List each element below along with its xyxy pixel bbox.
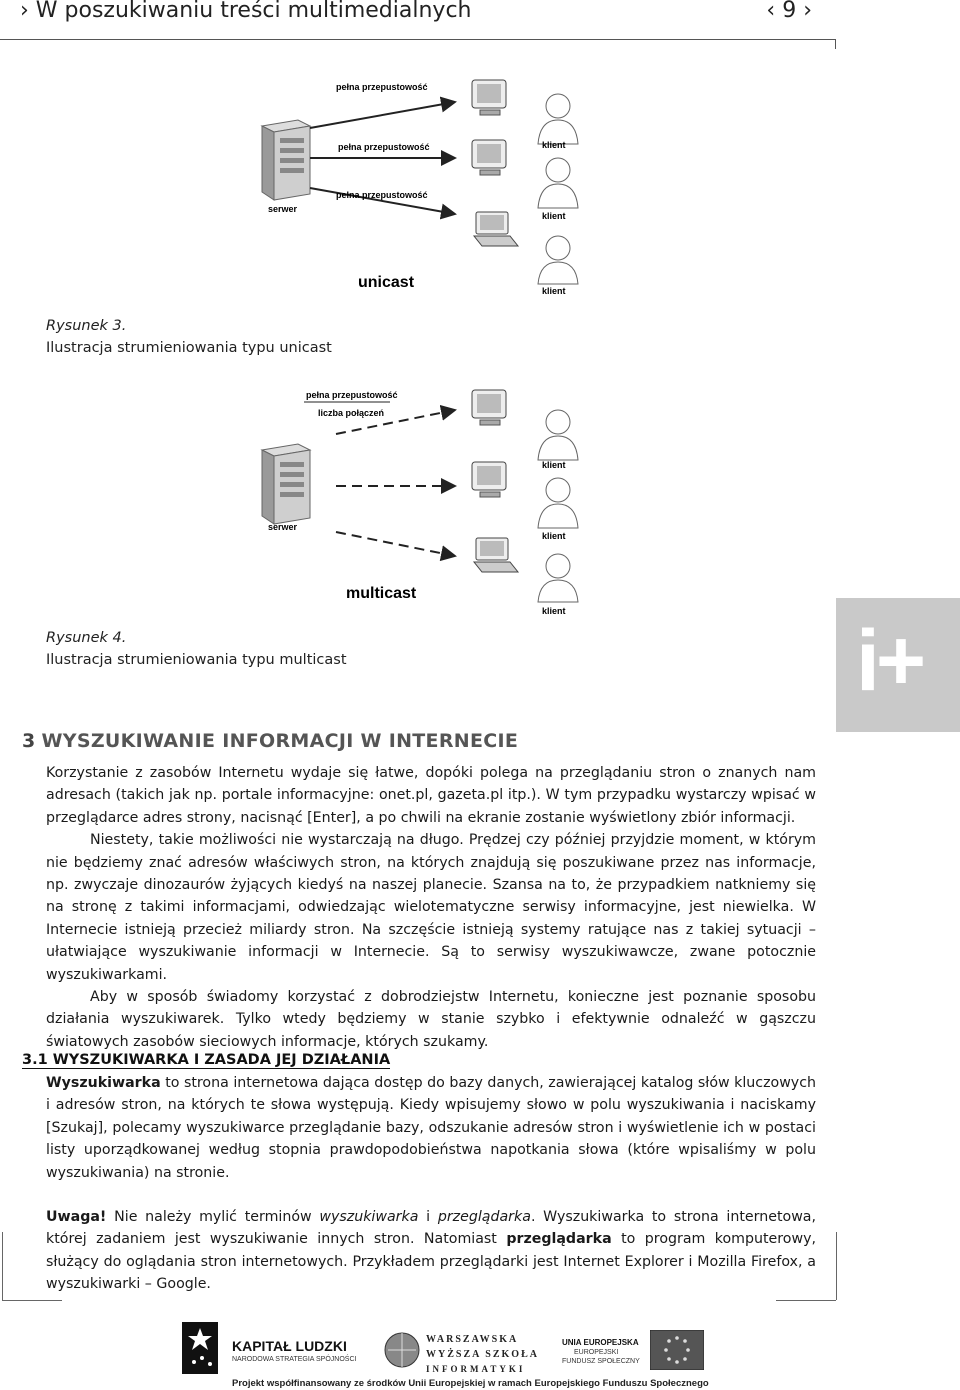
bandwidth-label-3: pełna przepustowość xyxy=(336,190,428,200)
client-label-1: klient xyxy=(542,460,566,470)
server-icon xyxy=(262,120,310,200)
caption-number: Rysunek 4. xyxy=(46,630,127,646)
client-label-2: klient xyxy=(542,211,566,221)
server-label: serwer xyxy=(268,522,298,532)
wwsi-logo xyxy=(384,1330,420,1370)
caption-text: Ilustracja strumieniowania typu multicast xyxy=(46,652,347,668)
kapital-ludzki-subtitle: NARODOWA STRATEGIA SPÓJNOŚCI xyxy=(232,1356,357,1363)
wwsi-line-2: WYŻSZA SZKOŁA xyxy=(426,1349,539,1360)
note-term-italic: wyszukiwarka xyxy=(319,1209,419,1226)
figure-type-label: multicast xyxy=(346,585,417,602)
header-rule-tick xyxy=(835,39,836,49)
user-icon xyxy=(538,158,578,208)
term: Wyszukiwarka xyxy=(46,1075,161,1091)
bandwidth-label: pełna przepustowość xyxy=(306,390,398,400)
client-label-3: klient xyxy=(542,606,566,616)
kapital-ludzki-logo xyxy=(182,1322,218,1374)
monitor-icon xyxy=(472,462,506,497)
note-paragraph xyxy=(46,1206,816,1296)
monitor-icon xyxy=(472,140,506,175)
user-icon xyxy=(538,410,578,460)
figure-type-label: unicast xyxy=(358,274,415,291)
eu-line-3: FUNDUSZ SPOŁECZNY xyxy=(562,1358,640,1365)
kapital-ludzki-title: KAPITAŁ LUDZKI xyxy=(232,1338,347,1354)
eu-line-1: UNIA EUROPEJSKA xyxy=(562,1338,639,1347)
subsection-heading xyxy=(22,1052,390,1068)
connections-label: liczba połączeń xyxy=(318,408,385,418)
note-bracket xyxy=(2,1300,62,1301)
figure-caption-4 xyxy=(46,627,347,671)
section-body xyxy=(46,762,816,1053)
figure-unicast xyxy=(240,62,600,302)
user-icon xyxy=(538,236,578,284)
monitor-icon xyxy=(472,390,506,425)
page-header xyxy=(0,0,960,28)
section-heading xyxy=(22,730,518,752)
caption-text: Ilustracja strumieniowania typu unicast xyxy=(46,340,332,356)
bandwidth-label-1: pełna przepustowość xyxy=(336,82,428,92)
chapter-title: › W poszukiwaniu treści multimedialnych xyxy=(20,0,472,23)
badge-text: i+ xyxy=(856,613,923,709)
client-label-1: klient xyxy=(542,140,566,150)
definition-text: to strona internetowa dająca dostęp do bazy danych, zawierającej katalog słów kluczowych i adresów stron, na których te słowa występują. Kiedy wpisujemy słowo w polu wyszukiwania i naciskamy [Szukaj], polecamy wyszukiwarce przeglądanie bazy, odszukanie adresów stron i wyświetlenie ich w postaci listy uporządkowanej według stopnia prawdopodobieństwa napotkania słowa (które wpisaliśmy w polu wyszukiwania) na stronie. xyxy=(46,1075,816,1181)
eu-flag-icon xyxy=(650,1330,704,1370)
subsection-body xyxy=(46,1072,816,1296)
paragraph: Niestety, takie możliwości nie wystarczają na długo. Prędzej czy później przyjdzie moment, w którym nie będziemy znać adresów właściwych stron, na których znajdują się poszukiwane przez nas informacje, np. zwyczaje dinozaurów żyjących kiedyś na naszej planecie. Szansa na to, że przypadkiem natkniemy się na stronę z takimi informacjami, odwiedzając wielotematyczne serwisy informacyjne, jest niewielka. W Internecie istnieją przecież miliardy stron. Na szczęście istnieją systemy ratujące nas z takiej sytuacji – ułatwiające wyszukiwanie informacji w Internecie. Są to serwisy wyszukiwawcze, zwane potocznie wyszukiwarkami. xyxy=(46,832,816,983)
laptop-icon xyxy=(474,212,518,246)
footer xyxy=(0,1318,960,1390)
server-icon xyxy=(262,444,310,524)
client-label-2: klient xyxy=(542,531,566,541)
wwsi-line-3: INFORMATYKI xyxy=(426,1364,526,1374)
subsection-title: WYSZUKIWARKA I ZASADA JEJ DZIAŁANIA xyxy=(52,1052,391,1068)
cofinancing-note: Projekt współfinansowany ze środków Unii Europejskiej w ramach Europejskiego Funduszu Społecznego xyxy=(232,1378,709,1389)
sidebar-badge xyxy=(836,598,960,732)
laptop-icon xyxy=(474,538,518,572)
note-bracket xyxy=(2,1232,3,1300)
subsection-number: 3.1 xyxy=(22,1052,48,1068)
figure-multicast xyxy=(240,380,600,620)
user-icon xyxy=(538,554,578,602)
section-title: WYSZUKIWANIE INFORMACJI W INTERNECIE xyxy=(41,730,519,752)
definition-paragraph xyxy=(46,1072,816,1184)
section-number: 3 xyxy=(22,730,36,752)
eu-line-2: EUROPEJSKI xyxy=(574,1349,619,1356)
caption-number: Rysunek 3. xyxy=(46,318,127,334)
page-number: ‹ 9 › xyxy=(766,0,812,23)
note-text: to program komputerowy, służący do oglądania stron internetowych. Przykładem przeglądarki jest Internet Explorer i Mozilla Firefox, a wyszukiwarki – Google. xyxy=(46,1231,816,1293)
paragraph: Korzystanie z zasobów Internetu wydaje się łatwe, dopóki polega na przeglądaniu stron o znanych nam adresach (takich jak np. portale informacyjne: onet.pl, gazeta.pl itp.). W tym przypadku wystarczy wpisać w przeglądarce adres strony, nacisnąć [Enter], a po chwili na ekranie zostanie wyświetlony zbiór informacji. xyxy=(46,765,816,826)
client-label-3: klient xyxy=(542,286,566,296)
paragraph: Aby w sposób świadomy korzystać z dobrodziejstw Internetu, konieczne jest poznanie sposobu działania wyszukiwarek. Tylko wtedy będziemy w stanie szybko i efektywnie odnaleźć w gąszczu światowych zasobów sieciowych informacje, których szukamy. xyxy=(46,989,816,1050)
note-term-bold: przeglądarka xyxy=(506,1231,612,1248)
monitor-icon xyxy=(472,80,506,115)
note-term-italic: przeglądarka xyxy=(437,1209,531,1226)
note-text: i xyxy=(418,1209,438,1226)
note-bracket xyxy=(776,1300,836,1301)
note-text: . Wyszukiwarka to strona internetowa, której zadaniem jest wyszukiwanie innych stron. Natomiast xyxy=(46,1209,816,1248)
user-icon xyxy=(538,478,578,528)
figure-caption-3 xyxy=(46,315,332,359)
user-icon xyxy=(538,94,578,144)
note-bracket xyxy=(836,1232,837,1300)
server-label: serwer xyxy=(268,204,298,214)
note-text: Nie należy mylić terminów xyxy=(106,1209,320,1226)
bandwidth-label-2: pełna przepustowość xyxy=(338,142,430,152)
wwsi-line-1: WARSZAWSKA xyxy=(426,1334,519,1345)
header-rule xyxy=(0,39,836,40)
note-label: Uwaga! xyxy=(46,1209,107,1226)
